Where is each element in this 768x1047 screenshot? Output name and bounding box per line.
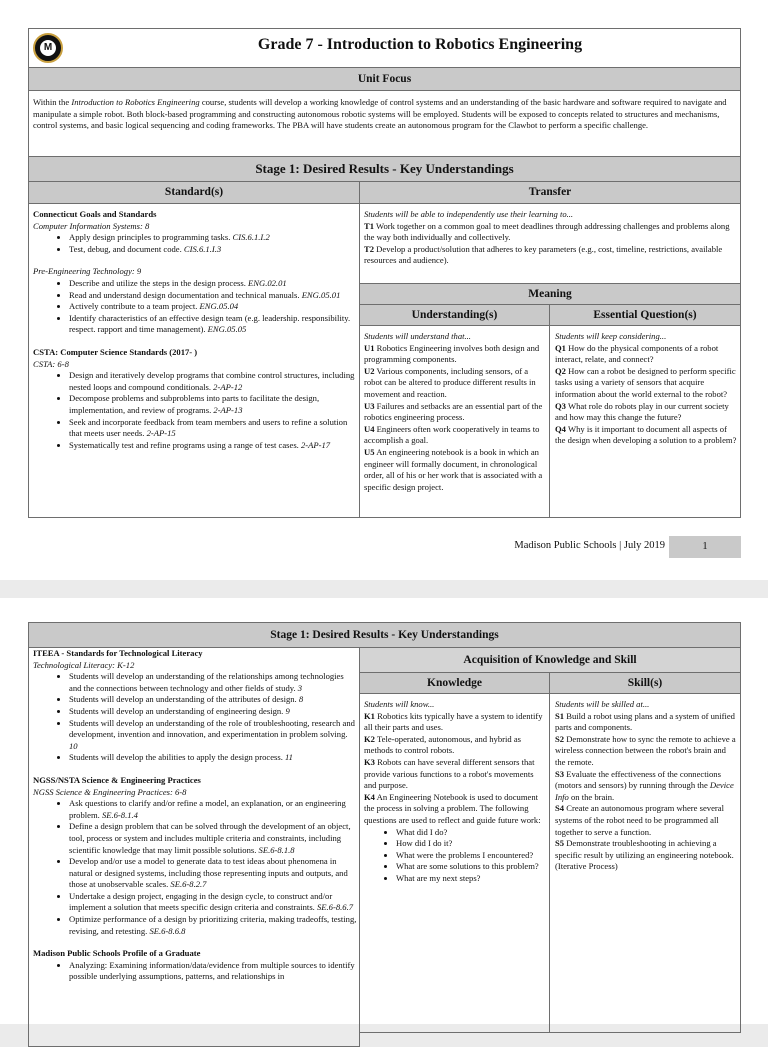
transfer-header: Transfer bbox=[359, 181, 741, 204]
acquisition-header: Acquisition of Knowledge and Skill bbox=[359, 647, 741, 673]
mps-profile-heading: Madison Public Schools Profile of a Graduate bbox=[33, 948, 201, 959]
skills-header: Skill(s) bbox=[549, 672, 741, 694]
list-item: • What did I do? bbox=[396, 827, 547, 839]
list-item: • What are my next steps? bbox=[396, 873, 547, 885]
understanding-item: U5 An engineering notebook is a book in which an engineer will formally document, in chronological order, all of his or her work that is associated with a specific design project. bbox=[364, 446, 543, 492]
csta-list bbox=[33, 370, 355, 451]
list-item: • Define a design problem that can be solved through the development of an object, tool, process or system and includes multiple criteria and constraints, including scientific knowledge that may limit possible solutions. SE.6-8.1.8 bbox=[69, 821, 357, 856]
transfer-item: T2 Develop a product/solution that adheres to key parameters (e.g., cost, timeline, restrictions, available resources and audience). bbox=[364, 243, 723, 266]
knowledge-item: K2 Tele-operated, autonomous, and hybrid as methods to control robots. bbox=[364, 733, 521, 756]
list-item: • Decompose problems and subproblems into parts to facilitate the design, implementation, and review of programs. 2-AP-13 bbox=[69, 393, 355, 416]
list-item: • Students will develop an understanding of engineering design. 9 bbox=[69, 706, 357, 718]
list-item: • Describe and utilize the steps in the design process. ENG.02.01 bbox=[69, 278, 355, 290]
understanding-item: U3 Failures and setbacks are an essential part of the robotics engineering process. bbox=[364, 400, 543, 423]
list-item: • What were the problems I encountered? bbox=[396, 850, 547, 862]
pe-list bbox=[33, 278, 355, 336]
list-item: • Test, debug, and document code. CIS.6.1.I.3 bbox=[69, 244, 355, 256]
standards-content-2: ITEEA - Standards for Technological Literacy Technological Literacy: K-12 • Students will develop an understanding of the relationships among technologies and the connections between technology and other fields of study. 3 • Students will develop an understanding of the attributes of design. 8 • Students will develop an understanding of engineering design. 9 • Students will develop an understanding of the role of troubleshooting, research and development, invention and innovation, and experimentation in problem solving. 10 • Students will develop the abilities to apply the design process. 11 NGSS/NSTA Science & Engineering Practices NGSS Science & Engineering Practices: 6-8 • Ask questions to clarify and/or refine a model, an explanation, or an engineering problem. SE.6-8.1.4 • Define a design problem that can be solved through the development of an object, tool, process or system and includes multiple criteria and constraints, including scientific knowledge that may limit possible solutions. SE.6-8.1.8 • Develop and/or use a model to generate data to test ideas about phenomena in natural or designed systems, including those representing inputs and outputs, and those at unobservable scales. SE.6-8.2.7 • Undertake a design project, engaging in the design cycle, to construct and/or implement a solution that meets specific design criteria and constraints. SE.6-8.6.7 • Optimize performance of a design by prioritizing criteria, making tradeoffs, testing, revising, and retesting. SE.6-8.6.8 Madison Public Schools Profile of a Graduate • Analyzing: Examining information/data/evidence from multiple sources to identify possible underlying assumptions, patterns, and relationships in bbox=[33, 648, 357, 983]
list-item: • Develop and/or use a model to generate data to test ideas about phenomena in natural or designed systems, including those representing inputs and outputs, and those at unobservable scales. SE.6-8.2.7 bbox=[69, 856, 357, 891]
ngss-list bbox=[33, 798, 357, 937]
list-item: • Students will develop an understanding of the role of troubleshooting, research and development, invention and innovation, and experimentation in problem solving. 10 bbox=[69, 718, 357, 753]
mps-list bbox=[33, 960, 357, 983]
skill-item: S4 Create an autonomous program where several systems of the robot need to be programmed all together to serve a function. bbox=[555, 803, 724, 837]
knowledge-item: K3 Robots can have several different sensors that provide various functions to a robot's movements and purpose. bbox=[364, 756, 535, 791]
list-item: • Students will develop an understanding of the attributes of design. 8 bbox=[69, 694, 357, 706]
skill-item: S5 Demonstrate troubleshooting in achieving a specific result by utilizing an engineering notebook. (Iterative Process) bbox=[555, 838, 734, 872]
school-logo: M bbox=[33, 33, 63, 63]
skill-item: S3 Evaluate the effectiveness of the connections (motors and sensors) by running through the Device Info on the brain. bbox=[555, 768, 734, 802]
list-item: • Design and iteratively develop programs that combine control structures, including nested loops and compound conditionals. 2-AP-12 bbox=[69, 370, 355, 393]
list-item: • How did I do it? bbox=[396, 838, 547, 850]
knowledge-content: Students will know... K1 Robotics kits typically have a system to identify all their parts and uses. K2 Tele-operated, autonomous, and hybrid as methods to control robots. K3 Robots can have several different sensors that provide various functions to a robot's movements and purpose. K4 An Engineering Notebook is used to document the process in solving a problem. The following questions are used to reflect and guide future work: • What did I do? • How did I do it? • What were the problems I encountered? • What are some solutions to this problem? • What are my next steps? bbox=[364, 699, 547, 885]
list-item: • Identify characteristics of an effective design team (e.g. leadership. responsibility. respect. rapport and time management). ENG.05.05 bbox=[69, 313, 355, 336]
list-item: • Analyzing: Examining information/data/evidence from multiple sources to identify possible underlying assumptions, patterns, and relationships in bbox=[69, 960, 357, 983]
question-item: Q2 How can a robot be designed to perform specific tasks using a variety of sensors that acquire information about the world external to the robot? bbox=[555, 365, 736, 399]
list-item: • Seek and incorporate feedback from team members and users to refine a solution that meets user needs. 2-AP-15 bbox=[69, 417, 355, 440]
skills-content: Students will be skilled at... S1 Build a robot using plans and a system of unified parts and components. S2 Demonstrate how to sync the remote to achieve a wireless connection between the robot's brain and the remote. S3 Evaluate the effectiveness of the connections (motors and sensors) by running through the Device Info on the brain. S4 Create an autonomous program where several systems of the robot need to be programmed all together to serve a function. S5 Demonstrate troubleshooting in achieving a specific result by utilizing an engineering notebook. (Iterative Process) bbox=[555, 699, 736, 872]
cis-list bbox=[33, 232, 355, 255]
stage-1-header-2: Stage 1: Desired Results - Key Understandings bbox=[28, 622, 741, 648]
list-item: • Ask questions to clarify and/or refine a model, an explanation, or an engineering problem. SE.6-8.1.4 bbox=[69, 798, 357, 821]
skill-item: S1 Build a robot using plans and a system of unified parts and components. bbox=[555, 710, 735, 733]
understandings-content: Students will understand that... U1 Robotics Engineering involves both design and programming components. U2 Various components, including sensors, of a robot can be altered to produce different results in movement and reaction. U3 Failures and setbacks are an essential part of the robotics engineering process. U4 Engineers often work cooperatively in teams to accomplish a goal. U5 An engineering notebook is a book in which an engineer will formally document, in chronological order, all of his or her work that is associated with a specific design project. bbox=[364, 331, 547, 493]
meaning-header: Meaning bbox=[359, 283, 741, 305]
essential-questions-header: Essential Question(s) bbox=[549, 304, 741, 326]
unit-focus-text: Within the Introduction to Robotics Engineering course, students will develop a working knowledge of control systems and an understanding of the basic hardware and software required to navigate and manipulate a simple robot. Both block-based programming and constructing autonomous robotic systems will be employed. Students will be exposed to concepts related to structures and mechanisms, control systems, and basic logical sequencing and coding frameworks. The PBA will have students create an autonomous program for the Clawbot to perform a specific challenge. bbox=[33, 97, 727, 131]
understanding-item: U1 Robotics Engineering involves both design and programming components. bbox=[364, 342, 540, 365]
stage-1-header: Stage 1: Desired Results - Key Understandings bbox=[28, 156, 741, 182]
transfer-item: T1 Work together on a common goal to meet deadlines through addressing challenges and problems along the way both individually and collectively. bbox=[364, 220, 730, 243]
list-item: • Apply design principles to programming tasks. CIS.6.1.I.2 bbox=[69, 232, 355, 244]
list-item: • Optimize performance of a design by prioritizing criteria, making tradeoffs, testing, revising, and retesting. SE.6-8.6.8 bbox=[69, 914, 357, 937]
list-item: • Actively contribute to a team project. ENG.05.04 bbox=[69, 301, 355, 313]
list-item: • Undertake a design project, engaging in the design cycle, to construct and/or implement a solution that meets specific design criteria and constraints. SE.6-8.6.7 bbox=[69, 891, 357, 914]
page-title: Grade 7 - Introduction to Robotics Engineering bbox=[257, 36, 583, 53]
question-item: Q4 Why is it important to document all aspects of the design when developing a solution to a problem? bbox=[555, 423, 737, 446]
standards-content: Connecticut Goals and Standards Computer Information Systems: 8 • Apply design principles to programming tasks. CIS.6.1.I.2 • Test, debug, and document code. CIS.6.1.I.3 Pre-Engineering Technology: 9 • Describe and utilize the steps in the design process. ENG.02.01 • Read and understand design documentation and technical manuals. ENG.05.01 • Actively contribute to a team project. ENG.05.04 • Identify characteristics of an effective design team (e.g. leadership. responsibility. respect. rapport and time management). ENG.05.05 CSTA: Computer Science Standards (2017- ) CSTA: 6-8 • Design and iteratively develop programs that combine control structures, including nested loops and compound conditionals. 2-AP-12 • Decompose problems and subproblems into parts to facilitate the design, implementation, and review of programs. 2-AP-13 • Seek and incorporate feedback from team members and users to refine a solution that meets user needs. 2-AP-15 • Systematically test and refine programs using a range of test cases. 2-AP-17 bbox=[33, 209, 355, 451]
document-page-2 bbox=[0, 598, 768, 1024]
iteea-list bbox=[33, 671, 357, 764]
list-item: • What are some solutions to this problem? bbox=[396, 861, 547, 873]
footer-text: Madison Public Schools | July 2019 bbox=[514, 540, 665, 551]
knowledge-header: Knowledge bbox=[359, 672, 550, 694]
understandings-header: Understanding(s) bbox=[359, 304, 550, 326]
question-item: Q3 What role do robots play in our current society and how may this change the future? bbox=[555, 400, 729, 423]
ngss-heading: NGSS/NSTA Science & Engineering Practices bbox=[33, 774, 201, 785]
ct-standards-heading: Connecticut Goals and Standards bbox=[33, 209, 157, 219]
essential-questions-content: Students will keep considering... Q1 How do the physical components of a robot interact, relate, and connect? Q2 How can a robot be designed to perform specific tasks using a variety of sensors that acquire information about the world external to the robot? Q3 What role do robots play in our current society and how may this change the future? Q4 Why is it important to document all aspects of the design when developing a solution to a problem? bbox=[555, 331, 737, 446]
understanding-item: U2 Various components, including sensors, of a robot can be altered to produce different results in movement and reaction. bbox=[364, 365, 536, 399]
list-item: • Students will develop the abilities to apply the design process. 11 bbox=[69, 752, 357, 764]
list-item: • Students will develop an understanding of the relationships among technologies and the connections between technology and other fields of study. 3 bbox=[69, 671, 357, 694]
skill-item: S2 Demonstrate how to sync the remote to achieve a wireless connection between the robot's brain and the remote. bbox=[555, 733, 736, 767]
list-item: • Systematically test and refine programs using a range of test cases. 2-AP-17 bbox=[69, 440, 355, 452]
page-number: 1 bbox=[669, 536, 741, 558]
understanding-item: U4 Engineers often work cooperatively in teams to accomplish a goal. bbox=[364, 423, 540, 446]
transfer-content: Students will be able to independently use their learning to... T1 Work together on a common goal to meet deadlines through addressing challenges and problems along the way both individually and collectively. T2 Develop a product/solution that adheres to key parameters (e.g., cost, timeline, restrictions, available resources and audience). bbox=[364, 209, 736, 267]
question-item: Q1 How do the physical components of a robot interact, relate, and connect? bbox=[555, 342, 719, 365]
notebook-questions-list bbox=[364, 827, 547, 885]
iteea-heading: ITEEA - Standards for Technological Literacy bbox=[33, 648, 203, 658]
knowledge-item: K1 Robotics kits typically have a system to identify all their parts and uses. bbox=[364, 710, 543, 733]
unit-focus-header: Unit Focus bbox=[28, 67, 741, 91]
standards-header: Standard(s) bbox=[28, 181, 360, 204]
csta-heading: CSTA: Computer Science Standards (2017- ) bbox=[33, 346, 198, 357]
knowledge-item: K4 An Engineering Notebook is used to document the process in solving a problem. The following questions are used to reflect and guide future work: bbox=[364, 791, 541, 825]
list-item: • Read and understand design documentation and technical manuals. ENG.05.01 bbox=[69, 290, 355, 302]
